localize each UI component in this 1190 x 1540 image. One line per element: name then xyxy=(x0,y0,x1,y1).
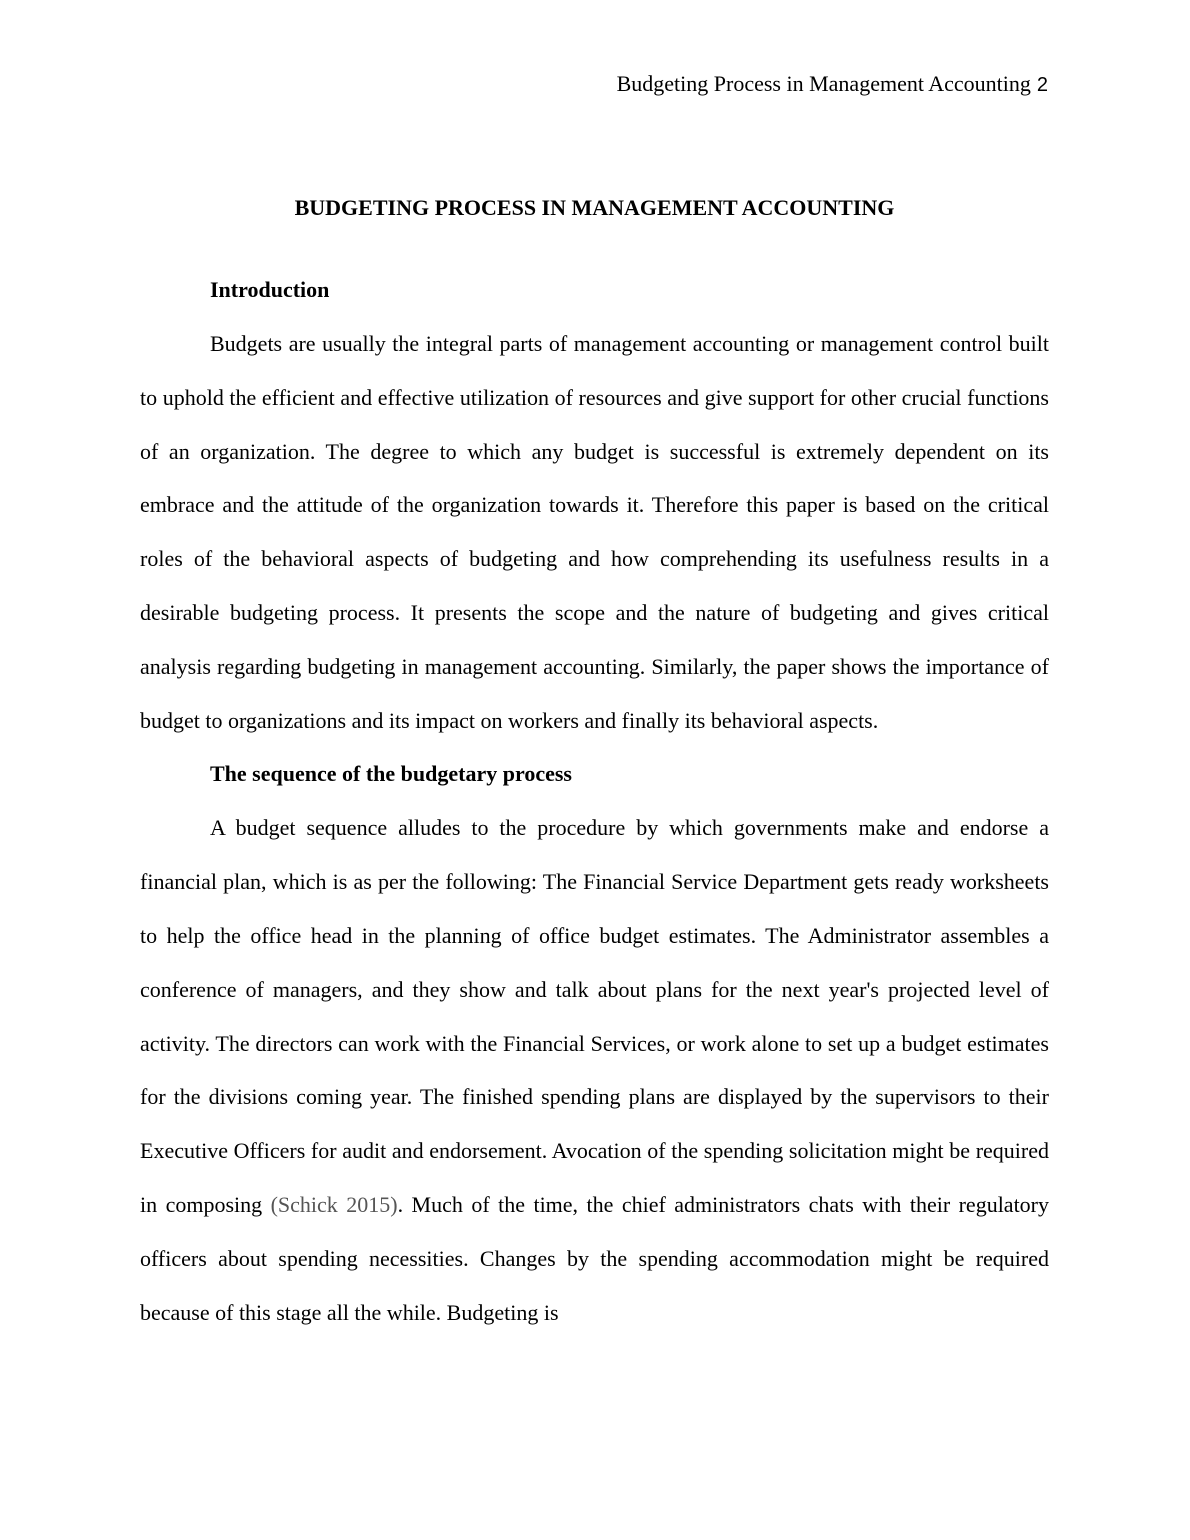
document-title: BUDGETING PROCESS IN MANAGEMENT ACCOUNTING xyxy=(294,195,895,220)
section-heading-budgetary-sequence: The sequence of the budgetary process xyxy=(210,761,572,787)
running-header xyxy=(617,70,1048,99)
paragraph-text-before-citation: A budget sequence alludes to the procedure by which governments make and endorse a financial plan, which is as per the following: The Financial Service Department gets ready worksheets to help the office head in the planning of office budget estimates. The Administrator assembles a conference of managers, and they show and talk about plans for the next year's projected level of activity. The directors can work with the Financial Services, or work alone to set up a budget estimates for the divisions coming year. The finished spending plans are displayed by the supervisors to their Executive Officers for audit and endorsement. Avocation of the spending solicitation might be required in composing xyxy=(140,815,1049,1217)
document-body xyxy=(140,190,1049,1339)
section-heading-introduction: Introduction xyxy=(210,277,330,302)
budgetary-sequence-paragraph xyxy=(140,801,1049,1339)
citation: (Schick 2015) xyxy=(270,1191,398,1217)
page-number: 2 xyxy=(1036,74,1048,96)
introduction-paragraph: Budgets are usually the integral parts of management accounting or management control built to uphold the efficient and effective utilization of resources and give support for other crucial functions of an organization. The degree to which any budget is successful is extremely dependent on its embrace and the attitude of the organization towards it. Therefore this paper is based on the critical roles of the behavioral aspects of budgeting and how comprehending its usefulness results in a desirable budgeting process. It presents the scope and the nature of budgeting and gives critical analysis regarding budgeting in management accounting. Similarly, the paper shows the importance of budget to organizations and its impact on workers and finally its behavioral aspects. xyxy=(140,331,1049,733)
running-header-title: Budgeting Process in Management Accounting xyxy=(616,71,1031,96)
paragraph-text-after-citation: . Much of the time, the chief administrators chats with their regulatory officers about spending necessities. Changes by the spending accommodation might be required because of this stage all the while. Budgeting is xyxy=(140,1191,1050,1325)
